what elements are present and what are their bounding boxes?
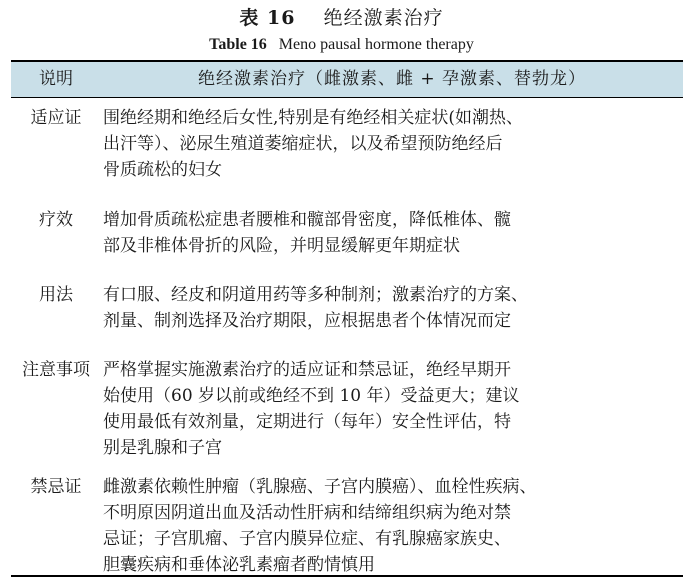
row-label: 注意事项 xyxy=(22,360,90,380)
content-line: 部及非椎体骨折的风险，并明显缓解更年期症状 xyxy=(103,236,460,256)
table-caption-chinese xyxy=(0,6,683,30)
header-description: 说明 xyxy=(39,69,73,89)
content-line: 增加骨质疏松症患者腰椎和髋部骨密度，降低椎体、髋 xyxy=(103,210,511,230)
content-line: 围绝经期和绝经后女性,特别是有绝经相关症状(如潮热、 xyxy=(103,108,524,128)
table-number-chinese: 表 16 xyxy=(239,7,296,29)
table-title-chinese: 绝经激素治疗 xyxy=(323,7,444,29)
row-content xyxy=(103,282,663,334)
content-line: 有口服、经皮和阴道用药等多种制剂；激素治疗的方案、 xyxy=(103,285,528,305)
table-number-english: Table 16 xyxy=(209,36,267,53)
content-line: 不明原因阴道出血及活动性肝病和结缔组织病为绝对禁 xyxy=(103,503,511,523)
row-content xyxy=(103,207,663,259)
content-line: 剂量、制剂选择及治疗期限，应根据患者个体情况而定 xyxy=(103,311,511,331)
hormone-therapy-table xyxy=(11,60,683,577)
row-content xyxy=(103,474,663,578)
table-title-english: Meno pausal hormone therapy xyxy=(278,36,474,53)
content-line: 使用最低有效剂量，定期进行（每年）安全性评估，特 xyxy=(103,412,511,432)
content-line: 忌证；子宫肌瘤、子宫内膜异位症、有乳腺癌家族史、 xyxy=(103,529,511,549)
header-therapy: 绝经激素治疗（雌激素、雌 + 孕激素、替勃龙） xyxy=(197,69,587,89)
row-label: 适应证 xyxy=(30,108,82,128)
content-line: 出汗等）、泌尿生殖道萎缩症状，以及希望预防绝经后 xyxy=(103,134,503,154)
row-content xyxy=(103,105,663,183)
row-label: 用法 xyxy=(39,285,73,305)
content-line: 别是乳腺和子宫 xyxy=(103,438,222,458)
content-line: 严格掌握实施激素治疗的适应证和禁忌证，绝经早期开 xyxy=(103,360,511,380)
content-line: 胆囊疾病和垂体泌乳素瘤者酌情慎用 xyxy=(103,555,375,575)
row-label: 疗效 xyxy=(39,210,73,230)
table-caption-english xyxy=(0,35,683,55)
row-content xyxy=(103,357,663,461)
row-label: 禁忌证 xyxy=(30,477,82,497)
content-line: 骨质疏松的妇女 xyxy=(103,160,222,180)
content-line: 雌激素依赖性肿瘤（乳腺癌、子宫内膜癌）、血栓性疾病、 xyxy=(103,477,537,497)
content-line: 始使用（60 岁以前或绝经不到 10 年）受益更大；建议 xyxy=(103,386,520,406)
table-header-row xyxy=(11,62,683,98)
